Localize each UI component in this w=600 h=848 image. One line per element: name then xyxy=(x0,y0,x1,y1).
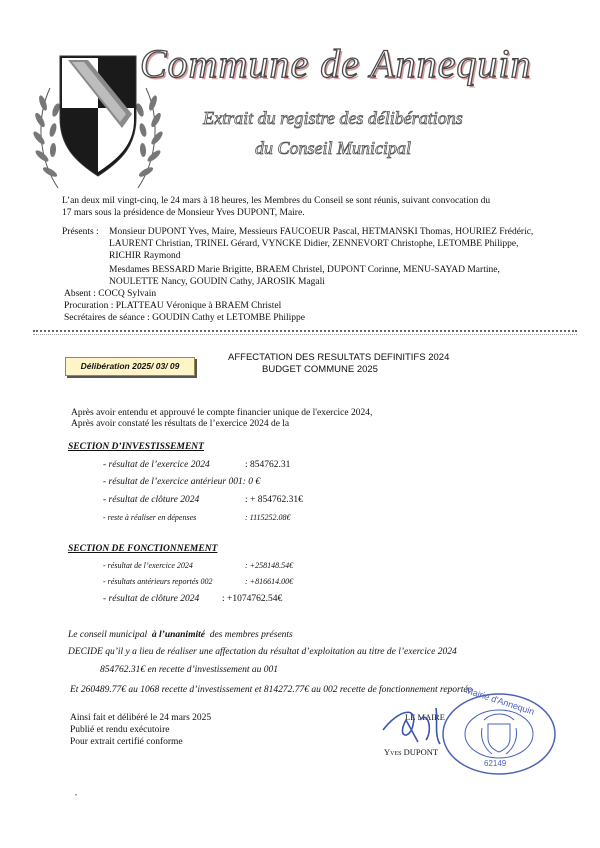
page-title: Commune de Annequin xyxy=(140,41,532,86)
section-investissement-heading: SECTION D’INVESTISSEMENT xyxy=(68,442,204,452)
presents-label: Présents : xyxy=(62,227,99,237)
body-line-2: Après avoir constaté les résultats de l’exercice 2024 de la xyxy=(71,419,290,429)
inv-label-4: - reste à réaliser en dépenses xyxy=(103,513,197,522)
decision-unanimite: à l’unanimité xyxy=(151,630,205,640)
procuration-line: Procuration : PLATTEAU Véronique à BRAEM Christel xyxy=(64,301,282,311)
stamp-text: Mairie d'Annequin xyxy=(464,685,536,717)
fonc-label-1: - résultat de l’exercice 2024 xyxy=(103,561,193,570)
body-line-1: Après avoir entendu et approuvé le compte financier unique de l'exercice 2024, xyxy=(71,408,373,418)
presents-line-1: Monsieur DUPONT Yves, Maire, Messieurs FAUCOEUR Pascal, HETMANSKI Thomas, HOURIEZ Frédéric, xyxy=(109,227,534,237)
absent-line: Absent : COCQ Sylvain xyxy=(64,289,157,299)
signature-role: LE MAIRE xyxy=(405,712,445,722)
inv-value-4: : 1115252.08€ xyxy=(245,513,291,522)
subtitle-conseil: du Conseil Municipal xyxy=(255,138,411,158)
fonc-label-3: - résultat de clôture 2024 xyxy=(103,594,200,604)
intro-line-1: L’an deux mil vingt-cinq, le 24 mars à 18 heures, les Membres du Conseil se sont réunis, suivant convocation du xyxy=(62,196,491,206)
closing-line-3: Pour extrait certifié conforme xyxy=(70,737,183,747)
separator-underline xyxy=(33,334,577,335)
inv-value-1: : 854762.31 xyxy=(245,460,291,470)
fonc-value-1: : +258148.54€ xyxy=(245,561,294,570)
presents-line-3: RICHIR Raymond xyxy=(109,251,181,261)
decision-membres: des membres présents xyxy=(209,630,293,640)
inv-label-1: - résultat de l’exercice 2024 xyxy=(103,460,210,470)
page-mark: • xyxy=(75,793,78,799)
signature-name: Yves DUPONT xyxy=(384,747,439,757)
presents-line-2: LAURENT Christian, TRINEL Gérard, VYNCKE Didier, ZENNEVORT Christophe, LETOMBE Philippe, xyxy=(109,239,519,249)
decision-line-2: DECIDE qu’il y a lieu de réaliser une affectation du résultat d’exploitation au titre de l’exercice 2024 xyxy=(68,647,457,657)
subject-line-2: BUDGET COMMUNE 2025 xyxy=(262,364,378,375)
presents-line-5: NOULETTE Nancy, GOUDIN Cathy, JAROSIK Magali xyxy=(109,277,325,287)
intro-line-2: 17 mars sous la présidence de Monsieur Yves DUPONT, Maire. xyxy=(62,208,305,218)
fonc-value-3: : +1074762.54€ xyxy=(222,594,283,604)
stamp-code: 62149 xyxy=(484,759,507,768)
section-fonctionnement-heading: SECTION DE FONCTIONNEMENT xyxy=(68,544,218,554)
decision-line-3: 854762.31€ en recette d’investissement au 001 xyxy=(100,665,278,675)
subject-line-1: AFFECTATION DES RESULTATS DEFINITIFS 2024 xyxy=(228,352,450,363)
inv-label-2: - résultat de l’exercice antérieur 001: 0 € xyxy=(103,477,261,487)
presents-line-4: Mesdames BESSARD Marie Brigitte, BRAEM Christel, DUPONT Corinne, MENU-SAYAD Martine, xyxy=(109,265,500,275)
separator xyxy=(33,330,577,332)
subtitle-registre: Extrait du registre des délibérations xyxy=(203,108,463,128)
closing-line-2: Publié et rendu exécutoire xyxy=(70,725,170,735)
fonc-label-2: - résultats antérieurs reportés 002 xyxy=(103,577,213,586)
inv-label-3: - résultat de clôture 2024 xyxy=(103,495,200,505)
inv-value-3: : + 854762.31€ xyxy=(245,495,303,505)
fonc-value-2: : +816614.00€ xyxy=(245,577,294,586)
closing-line-1: Ainsi fait et délibéré le 24 mars 2025 xyxy=(70,713,212,723)
deliberation-number-badge: Délibération 2025/ 03/ 09 xyxy=(65,357,195,376)
secretaires-line: Secrétaires de séance : GOUDIN Cathy et LETOMBE Philippe xyxy=(64,313,305,323)
decision-subject: Le conseil municipal xyxy=(68,630,148,640)
decision-line-1 xyxy=(68,630,293,642)
decision-line-4: Et 260489.77€ au 1068 recette d’investissement et 814272.77€ au 002 recette de fonctionnement reportée xyxy=(70,685,472,695)
